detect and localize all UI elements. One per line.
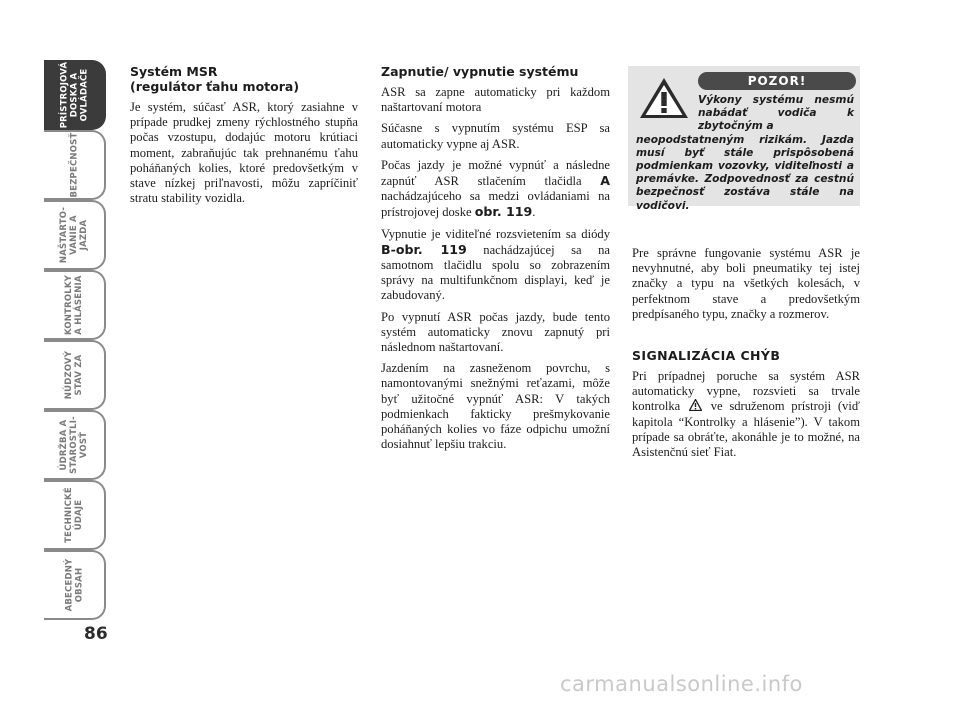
text-run: Pri prípadnej poruche sa systém ASR automaticky vypne, rozsvieti sa trvale kontrolka xyxy=(632,369,860,414)
tab-label: KONTROLKY A HLÁSENIA xyxy=(64,274,85,336)
tab-nudzovy-stav[interactable] xyxy=(44,340,106,410)
tab-label: ÚDRŽBA A STAROSTLI- VOSŤ xyxy=(58,416,89,474)
figure-reference: B-obr. 119 xyxy=(381,241,467,257)
text-run: ve sdruženom prístroji (viď kapitola “Kontrolky a hlásenie”). V takom prípade sa obráťte, akonáhle je to možné, na Asistenčnú sieť Fiat. xyxy=(632,399,860,460)
paragraph xyxy=(381,158,610,221)
paragraph: Jazdením na zasneženom povrchu, s namontovanými snežnými reťazami, môže byť užitočné vypnúť ASR: V takých podmienkach fakticky prešmykovanie poháňaných kolies vo fáze odpichu umožní dosiahnuť lepšiu trakciu. xyxy=(381,361,610,452)
section-heading-toggle: Zapnutie/ vypnutie systému xyxy=(381,64,579,79)
warning-text-rest: neopodstatneným rizikám. Jazda musí byť stále prispôsobená podmienkam vozovky, viditeľnosti a premávke. Zodpovednosť za cestnú bezpečnosť zostáva stále na vodičovi. xyxy=(636,133,854,212)
paragraph: Súčasne s vypnutím systému ESP sa automaticky vypne aj ASR. xyxy=(381,121,610,151)
text-run: . xyxy=(532,205,536,220)
warning-text xyxy=(636,94,854,213)
tab-label: TECHNICKÉ ÚDAJE xyxy=(63,487,84,543)
column-asr-toggle xyxy=(381,64,610,458)
paragraph xyxy=(632,369,860,460)
paragraph: Je systém, súčasť ASR, ktorý zasiahne v prípade prudkej zmeny rýchlostného stupňa počas vzostupu, dodajúc motoru krútiaci moment, zabraňujúc tak prehnanému ťahu poháňaných kolies, ktoré predovšetkým v stave nízkej priľnavosti, môžu zapríčiniť stratu stability vozidla. xyxy=(130,100,358,206)
page-number: 86 xyxy=(84,624,108,644)
paragraph: Pre správne fungovanie systému ASR je nevyhnutné, aby boli pneumatiky tej istej značky a typu na všetkých kolesách, v perfektnom stave a predovšetkým predpísaného typu, značky a rozmerov. xyxy=(632,246,860,321)
paragraph: ASR sa zapne automaticky pri každom naštartovaní motora xyxy=(381,85,610,115)
section-heading-errors: SIGNALIZÁCIA CHÝB xyxy=(632,348,781,364)
tab-label: NÚDZOVÝ STAV ZA xyxy=(64,350,84,400)
text-run: Vypnutie je viditeľné rozsvietením sa diódy xyxy=(381,226,610,241)
tab-bezpecnost[interactable] xyxy=(44,130,106,200)
text-run: nachádzajúcej sa na samotnom tlačidlu spolu so zobrazením správy na multifunkčnom displayi, keď je zabudovaný. xyxy=(381,242,610,303)
button-letter: A xyxy=(600,173,610,189)
tab-abecedny-obsah[interactable] xyxy=(44,550,106,620)
tab-udrzba[interactable] xyxy=(44,410,106,480)
tab-pristrojova-doska[interactable] xyxy=(44,60,106,130)
text-run: Počas jazdy je možné vypnúť a následne zapnúť ASR stlačením tlačidla xyxy=(381,157,610,189)
warning-lamp-icon xyxy=(689,399,702,411)
section-heading-msr: Systém MSR (regulátor ťahu motora) xyxy=(130,64,300,94)
tab-label: NAŠTARTO- VANIE A JAZDA xyxy=(59,206,89,264)
tab-nastartovanie[interactable] xyxy=(44,200,106,270)
paragraph: Po vypnutí ASR počas jazdy, bude tento systém automaticky znovu zapnutý pri následnom naštartovaní. xyxy=(381,309,610,355)
column-msr xyxy=(130,64,358,212)
tab-technicke-udaje[interactable] xyxy=(44,480,106,550)
column-tyres-errors xyxy=(632,246,860,466)
tab-label: ABECEDNÝ OBSAH xyxy=(64,558,84,612)
tab-label: PRÍSTROJOVÁ DOSKA A OVLÁDAČE xyxy=(59,61,90,129)
warning-box xyxy=(628,66,860,212)
tab-kontrolky[interactable] xyxy=(44,270,106,340)
tab-label: BEZPEČNOSŤ xyxy=(69,132,80,198)
watermark-text: carmanualsonline.info xyxy=(560,672,803,696)
warning-title: POZOR! xyxy=(698,72,856,90)
text-run: nachádzajúceho sa medzi ovládaniami na prístrojovej doske xyxy=(381,189,610,220)
figure-reference: obr. 119 xyxy=(474,204,533,220)
warning-text-line1: Výkony systému nesmú nabádať vodiča k zbytočným a xyxy=(698,94,854,133)
paragraph xyxy=(381,227,610,304)
